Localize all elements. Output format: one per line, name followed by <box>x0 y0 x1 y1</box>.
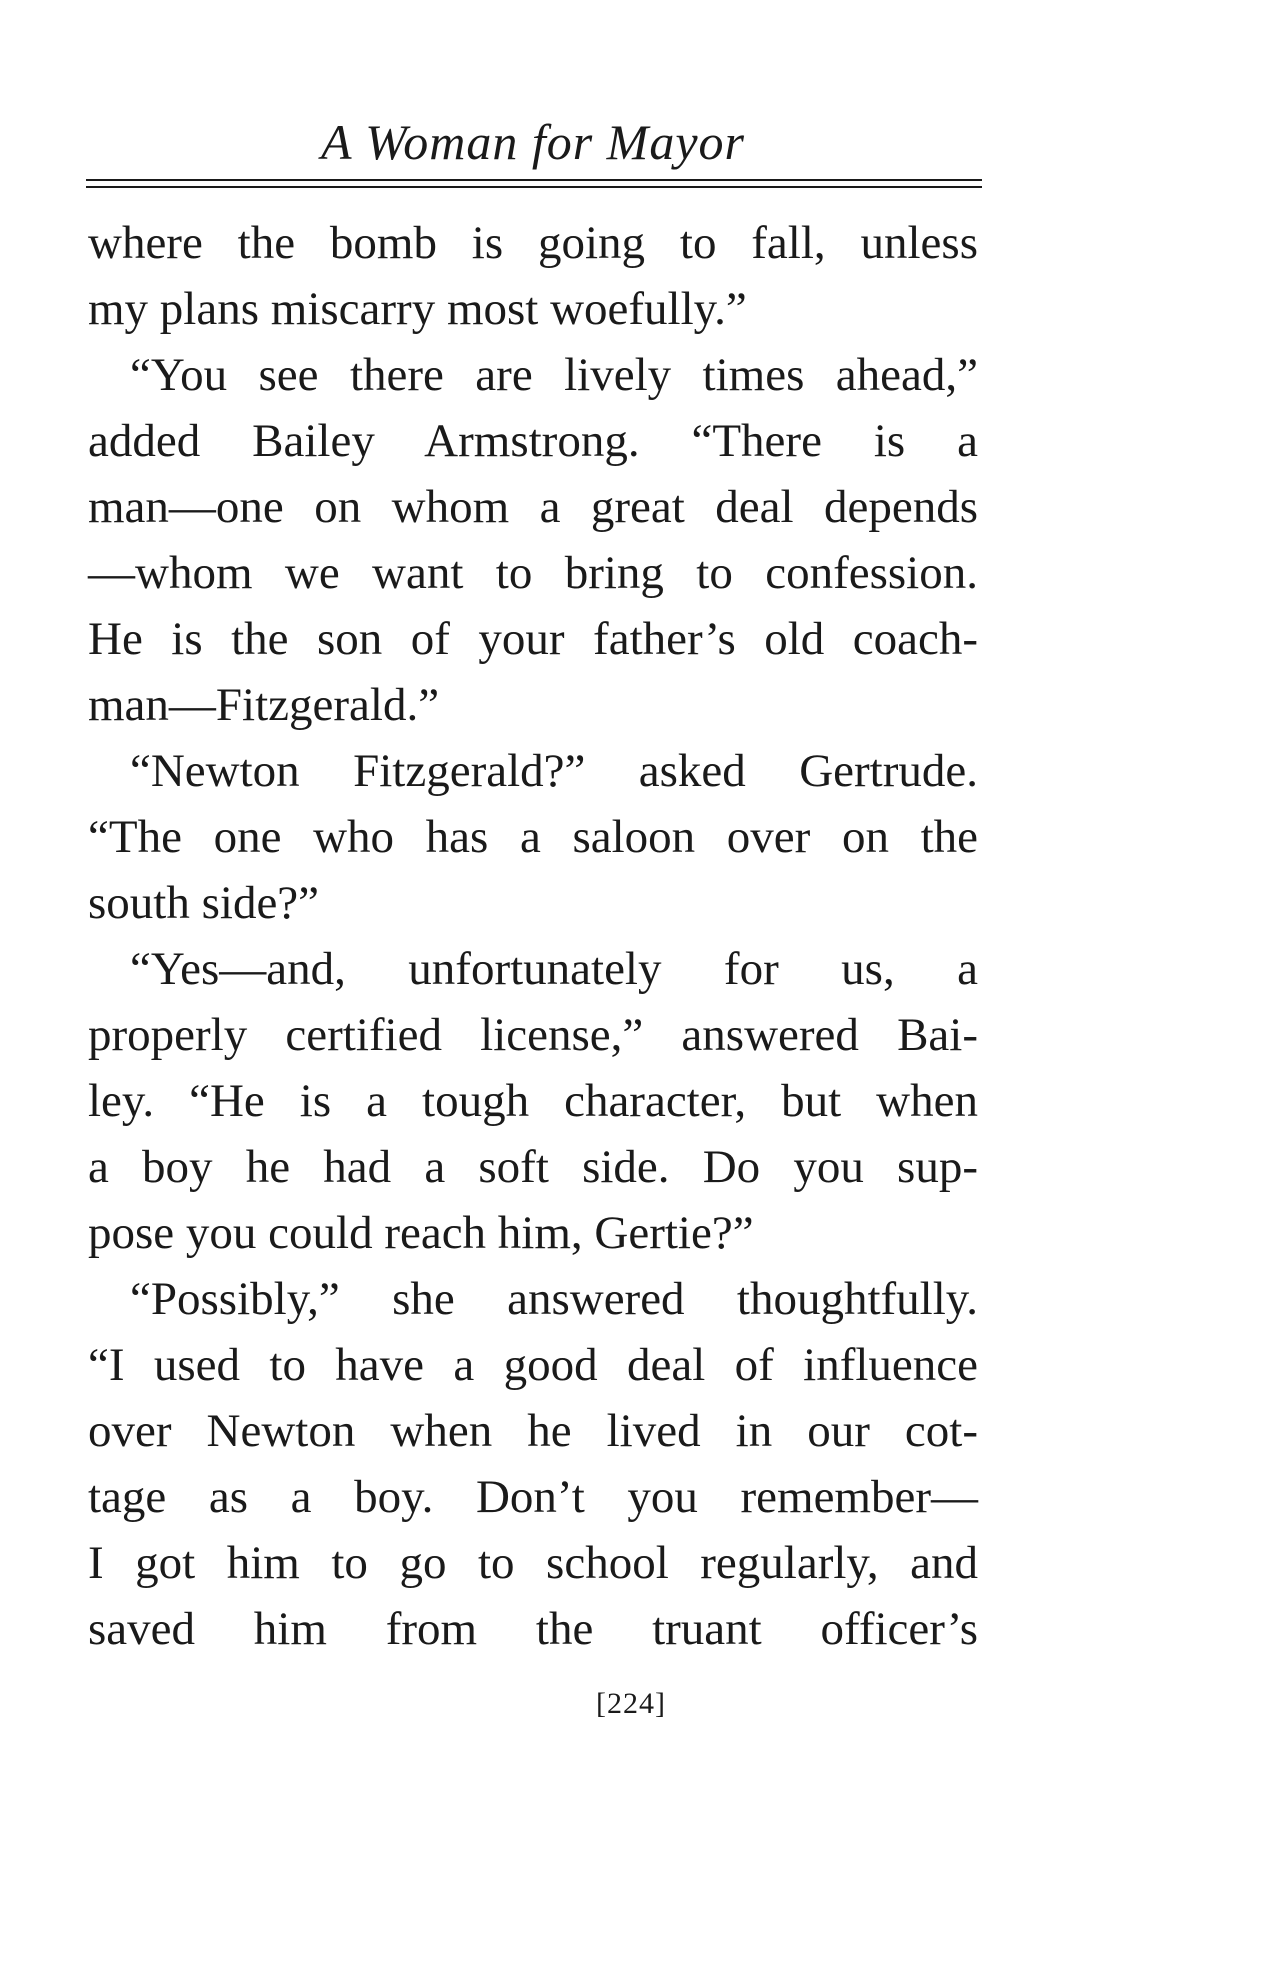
text-line: “The one who has a saloon over on the <box>88 811 978 863</box>
text-line: man—Fitzgerald.” <box>88 679 440 731</box>
text-line: a boy he had a soft side. Do you sup- <box>88 1141 978 1193</box>
text-line: my plans miscarry most woefully.” <box>88 283 747 335</box>
text-line: tage as a boy. Don’t you remember— <box>88 1471 978 1523</box>
text-line: pose you could reach him, Gertie?” <box>88 1207 754 1259</box>
header-rule-upper <box>86 179 982 181</box>
text-line: “I used to have a good deal of influence <box>88 1339 978 1391</box>
body-text <box>88 210 978 1662</box>
text-line: “You see there are lively times ahead,” <box>130 349 978 401</box>
text-line: He is the son of your father’s old coach- <box>88 613 978 665</box>
text-line: “Yes—and, unfortunately for us, a <box>130 943 978 995</box>
text-line: south side?” <box>88 877 320 929</box>
text-line: where the bomb is going to fall, unless <box>88 217 978 269</box>
text-line: man—one on whom a great deal depends <box>88 481 978 533</box>
text-line: properly certified license,” answered Bai- <box>88 1009 978 1061</box>
text-line: “Possibly,” she answered thoughtfully. <box>130 1273 978 1325</box>
header-rule-lower <box>86 186 982 188</box>
page-number: [224] <box>596 1687 666 1720</box>
text-line: —whom we want to bring to confession. <box>88 547 978 599</box>
text-line: “Newton Fitzgerald?” asked Gertrude. <box>130 745 978 797</box>
text-line: added Bailey Armstrong. “There is a <box>88 415 978 467</box>
text-line: I got him to go to school regularly, and <box>88 1537 978 1589</box>
text-line: over Newton when he lived in our cot- <box>88 1405 978 1457</box>
running-head: A Woman for Mayor <box>321 114 745 170</box>
text-line: saved him from the truant officer’s <box>88 1603 978 1655</box>
text-line: ley. “He is a tough character, but when <box>88 1075 978 1127</box>
